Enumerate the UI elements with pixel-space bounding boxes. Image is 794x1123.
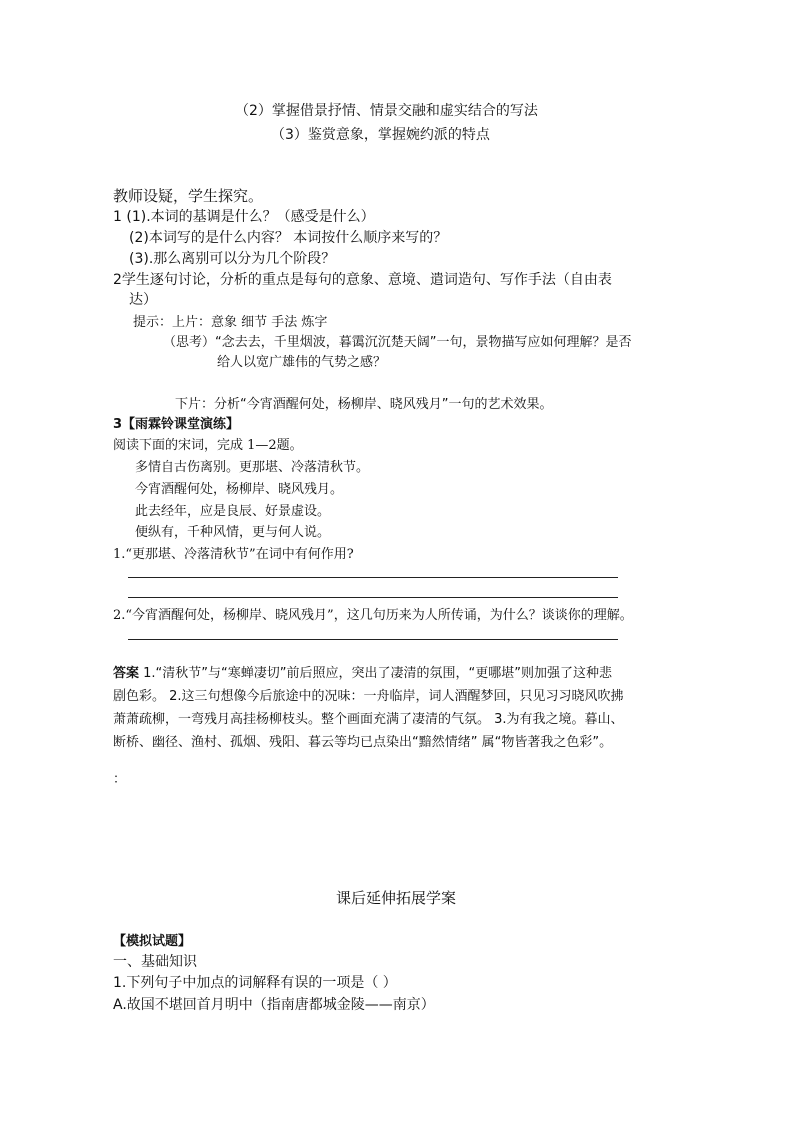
lower-part-line: 下片：分析“今宵酒醒何处，杨柳岸、晓风残月”一句的艺术效果。: [175, 397, 553, 412]
extension-title: 课后延伸拓展学案: [336, 889, 457, 907]
question-2-line-2: 达）: [129, 292, 157, 308]
section-heading: 一、基础知识: [113, 954, 197, 970]
extension-question-1: 1.下列句子中加点的词解释有误的一项是（ ）: [113, 975, 397, 991]
question-1-3: (3).那么离别可以分为几个阶段？: [129, 251, 336, 267]
answer-line: [128, 577, 618, 578]
poem-line: 便纵有，千种风情，更与何人说。: [135, 525, 331, 540]
answer-line-2: 剧色彩。 2.这三句想像今后旅途中的况味：一舟临岸，词人酒醒梦回，只见习习晓风吹拂: [113, 689, 624, 704]
objective-item-3: （3）鉴赏意象，掌握婉约派的特点: [271, 127, 490, 143]
practice-question-1: 1.“更那堪、冷落清秋节”在词中有何作用?: [113, 547, 354, 562]
poem-line: 多情自古伤离别。更那堪、冷落清秋节。: [135, 460, 370, 475]
answer-line-1: 答案 1.“清秋节”与“寒蝉凄切”前后照应，突出了凄清的氛围，“更哪堪”则加强了这种悲: [113, 666, 612, 681]
practice-instruction: 阅读下面的宋词，完成 1—2题。: [113, 438, 303, 453]
mock-heading: 【模拟试题】: [113, 934, 192, 949]
process-intro: 教师设疑，学生探究。: [113, 187, 264, 205]
poem-line: 此去经年，应是良辰、好景虚设。: [135, 504, 331, 519]
hint-line: 提示：上片：意象 细节 手法 炼字: [133, 315, 328, 330]
option-a: A.故国不堪回首月明中（指南唐都城金陵——南京）: [113, 997, 435, 1013]
answer-line-3: 萧萧疏柳，一弯残月高挂杨柳枝头。整个画面充满了凄清的气氛。 3.为有我之境。暮山、: [113, 712, 624, 727]
think-line-1: （思考）“念去去，千里烟波，暮霭沉沉楚天阔”一句，景物描写应如何理解？是否: [163, 335, 632, 350]
answer-line: [128, 639, 618, 640]
practice-heading: 3【雨霖铃课堂演练】: [113, 417, 240, 432]
objective-item-2: （2）掌握借景抒情、情景交融和虚实结合的写法: [235, 103, 538, 119]
answer-label: 答案: [113, 666, 140, 681]
think-line-2: 给人以宽广雄伟的气势之感？: [217, 355, 387, 370]
question-1-1: 1 (1).本词的基调是什么？（感受是什么）: [113, 209, 375, 225]
question-1-2: (2)本词写的是什么内容？ 本词按什么顺序来写的？: [129, 230, 448, 246]
stray-mark: ：: [113, 772, 127, 787]
poem-line: 今宵酒醒何处，杨柳岸、晓风残月。: [135, 482, 344, 497]
question-2-line-1: 2学生逐句讨论，分析的重点是每句的意象、意境、遣词造句、写作手法（自由表: [113, 272, 612, 288]
practice-question-2: 2.“今宵酒醒何处，杨柳岸、晓风残月”，这几句历来为人所传诵，为什么？谈谈你的理解。: [113, 608, 633, 623]
answer-line-4: 断桥、幽径、渔村、孤烟、残阳、暮云等均已点染出“黯然情绪” 属“物皆著我之色彩”。: [113, 735, 613, 750]
answer-line: [128, 597, 618, 598]
